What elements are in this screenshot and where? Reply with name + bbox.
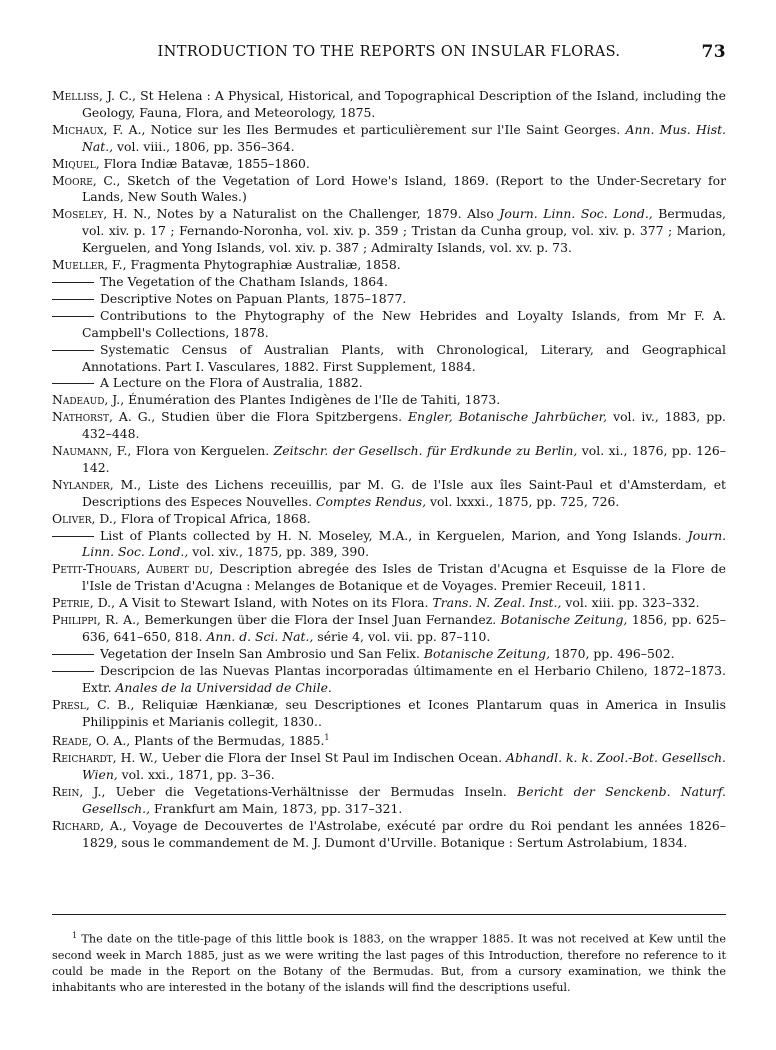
- bibliography-entry: [52, 730, 726, 750]
- bibliography-entry: [52, 818, 726, 852]
- entry-title: St Helena : A Physical, Historical, and Topographical Description of the Island, including the Geology, Fauna, Flora, and Meteorology, 1875.: [82, 88, 726, 120]
- bibliography-entry: [52, 88, 726, 122]
- ditto-dash: [52, 299, 94, 300]
- bibliography-entry: [52, 392, 726, 409]
- bibliography-entry: [52, 595, 726, 612]
- bibliography-entry: [52, 697, 726, 731]
- entry-author: Richard, A.,: [52, 818, 127, 834]
- bibliography-entry: [52, 173, 726, 207]
- entry-details: 1856, pp. 625–636, 641–650, 818.: [82, 612, 726, 644]
- entry-title: Ueber die Vegetations-Verhältnisse der Bermudas Inseln.: [105, 784, 507, 800]
- entry-title: Notice sur les Iles Bermudes et particulièrement sur l'Ile Saint Georges.: [145, 121, 621, 137]
- entry-title: Flora von Kerguelen.: [131, 443, 270, 459]
- entry-journal: Anales de la Universidad de Chile.: [111, 679, 332, 695]
- entry-title: Vegetation der Inseln San Ambrosio und San Felix.: [100, 645, 420, 661]
- entry-journal: Zeitschr. der Gesellsch. für Erdkunde zu Berlin,: [269, 443, 578, 459]
- entry-title: Énumération des Plantes Indigènes de l'Ile de Tahiti, 1873.: [124, 392, 501, 408]
- entry-details: série 4, vol. vii. pp. 87–110.: [313, 629, 491, 644]
- entry-title: Voyage de Decouvertes de l'Astrolabe, exécuté par ordre du Roi pendant les années 1826–1829, sous le commandement de M. J. Dumont d'Urville. Botanique : Sertum Astrolabium, 1834.: [82, 818, 726, 850]
- entry-details: vol. iv., 1883, pp. 432–448.: [82, 409, 726, 442]
- entry-author: Oliver, D.,: [52, 510, 117, 526]
- bibliography-entry: [52, 528, 726, 562]
- ditto-dash: [52, 350, 94, 351]
- footnote: [52, 928, 726, 996]
- entry-title: Flora Indiæ Batavæ, 1855–1860.: [99, 155, 310, 171]
- entry-author: Rein, J.,: [52, 784, 106, 800]
- bibliography-entry: [52, 122, 726, 156]
- entry-author: Moore, C.,: [52, 172, 121, 188]
- ditto-dash: [52, 536, 94, 537]
- footnote-marker: 1: [72, 931, 78, 940]
- running-header: [52, 44, 726, 66]
- entry-details: vol. xiii. pp. 323–332.: [561, 595, 700, 611]
- bibliography-entry: [52, 477, 726, 511]
- entry-title: Bemerkungen über die Flora der Insel Juan Fernandez.: [139, 612, 497, 628]
- entry-author: Nylander, M.,: [52, 476, 142, 492]
- bibliography-entry: [52, 750, 726, 784]
- bibliography-entry: [52, 612, 726, 646]
- bibliography-entry: [52, 206, 726, 257]
- entry-journal: Comptes Rendus,: [312, 493, 427, 509]
- entry-title: Fragmenta Phytographiæ Australiæ, 1858.: [126, 257, 401, 273]
- header-title: INTRODUCTION TO THE REPORTS ON INSULAR FLORAS.: [157, 44, 621, 60]
- entry-details: vol. lxxxi., 1875, pp. 725, 726.: [426, 493, 620, 509]
- bibliography-entry: [52, 375, 726, 392]
- entry-title: Descriptive Notes on Papuan Plants, 1875–1877.: [100, 290, 407, 306]
- footnote-divider: [52, 914, 726, 915]
- entry-title: Reliquiæ Hænkianæ, seu Descriptiones et Icones Plantarum quas in America in Insulis Philippinis et Marianis collegit, 1830..: [82, 696, 726, 729]
- bibliography-list: [52, 88, 726, 852]
- entry-journal: Ann. d. Sci. Nat.,: [202, 629, 314, 644]
- entry-author: Melliss, J. C.,: [52, 88, 136, 103]
- entry-details: 1870, pp. 496–502.: [550, 645, 675, 661]
- bibliography-entry: [52, 561, 726, 595]
- bibliography-entry: [52, 443, 726, 477]
- entry-details: Bermudas, vol. xiv. p. 17 ; Fernando-Noronha, vol. xiv. p. 359 ; Tristan da Cunha group, vol. xiv. p. 377 ; Marion, Kerguelen, and Yong Islands, vol. xiv. p. 387 ; Admiralty Islands, vol. xv. p. 73.: [82, 206, 726, 256]
- entry-journal: Ann. Mus. Hist. Nat.,: [82, 121, 726, 154]
- ditto-dash: [52, 654, 94, 655]
- entry-title: Studien über die Flora Spitzbergens.: [155, 409, 403, 425]
- bibliography-entry: [52, 663, 726, 697]
- entry-journal: Botanische Zeitung,: [496, 612, 628, 628]
- ditto-dash: [52, 671, 94, 672]
- bibliography-entry: [52, 308, 726, 342]
- entry-author: Moseley, H. N.,: [52, 206, 152, 222]
- entry-author: Nadeaud, J.,: [52, 392, 125, 408]
- entry-author: Naumann, F.,: [52, 443, 132, 459]
- bibliography-entry: [52, 646, 726, 663]
- entry-author: Petrie, D.,: [52, 595, 116, 611]
- entry-journal: Bericht der Senckenb. Naturf. Gesellsch.,: [82, 784, 726, 817]
- footnote-reference: 1: [324, 733, 330, 743]
- bibliography-entry: [52, 257, 726, 274]
- ditto-dash: [52, 316, 94, 317]
- entry-details: vol. xxi., 1871, pp. 3–36.: [117, 767, 275, 783]
- entry-journal: Journ. Linn. Soc. Lond.,: [493, 206, 653, 222]
- entry-title: List of Plants collected by H. N. Moseley, M.A., in Kerguelen, Marion, and Yong Islands.: [100, 527, 682, 543]
- entry-title: A Visit to Stewart Island, with Notes on its Flora.: [115, 595, 429, 611]
- entry-author: Mueller, F.,: [52, 257, 127, 273]
- entry-author: Reade, O. A.,: [52, 733, 131, 749]
- entry-title: Description abregée des Isles de Tristan d'Acugna et Esquisse de la Flore de l'Isle de Tristan d'Acugna : Melanges de Botanique et de Voyages. Premier Receuil, 1811.: [82, 561, 726, 594]
- entry-details: vol. viii., 1806, pp. 356–364.: [113, 138, 295, 154]
- entry-title: Plants of the Bermudas, 1885.: [130, 733, 325, 749]
- bibliography-entry: [52, 291, 726, 308]
- entry-details: vol. xi., 1876, pp. 126–142.: [82, 443, 726, 475]
- entry-author: Michaux, F. A.,: [52, 121, 146, 137]
- entry-title: Sketch of the Vegetation of Lord Howe's Island, 1869. (Report to the Under-Secretary for Lands, New South Wales.): [82, 172, 727, 205]
- bibliography-entry: [52, 156, 726, 173]
- entry-author: Miquel,: [52, 155, 100, 171]
- entry-title: Flora of Tropical Africa, 1868.: [116, 510, 311, 526]
- entry-title: Ueber die Flora der Insel St Paul im Indischen Ocean.: [157, 750, 503, 766]
- entry-journal: Journ. Linn. Soc. Lond.,: [82, 527, 727, 560]
- entry-title: The Vegetation of the Chatham Islands, 1864.: [100, 273, 388, 289]
- ditto-dash: [52, 383, 94, 384]
- entry-author: Philippi, R. A.,: [52, 612, 140, 628]
- entry-title: Contributions to the Phytography of the New Hebrides and Loyalty Islands, from Mr F. A. Campbell's Collections, 1878.: [82, 307, 726, 340]
- entry-title: Liste des Lichens receuillis, par M. G. de l'Isle aux îles Saint-Paul et d'Amsterdam, et Descriptions des Especes Nouvelles.: [82, 476, 727, 509]
- entry-title: Systematic Census of Australian Plants, with Chronological, Literary, and Geographical Annotations. Part I. Vasculares, 1882. First Supplement, 1884.: [82, 341, 726, 374]
- ditto-dash: [52, 282, 94, 283]
- bibliography-entry: [52, 511, 726, 528]
- bibliography-entry: [52, 274, 726, 291]
- entry-title: A Lecture on the Flora of Australia, 1882.: [100, 375, 363, 391]
- entry-journal: Trans. N. Zeal. Inst.,: [428, 595, 562, 611]
- entry-author: Petit-Thouars, Aubert du,: [52, 561, 214, 577]
- entry-journal: Botanische Zeitung,: [419, 645, 551, 661]
- bibliography-entry: [52, 784, 726, 818]
- entry-journal: Engler, Botanische Jahrbücher,: [402, 409, 608, 425]
- bibliography-entry: [52, 342, 726, 376]
- page-number: 73: [701, 42, 726, 62]
- footnote-text: The date on the title-page of this little book is 1883, on the wrapper 1885. It was not received at Kew until the second week in March 1885, just as we were writing the last pages of this Introduction, therefore no reference to it could be made in the Report on the Botany of the Bermudas. But, from a cursory examination, we think the inhabitants who are interested in the botany of the islands will find the descriptions useful.: [52, 932, 726, 995]
- entry-journal: Abhandl. k. k. Zool.-Bot. Gesellsch. Wien,: [82, 750, 726, 783]
- entry-author: Presl, C. B.,: [52, 696, 135, 712]
- entry-details: Frankfurt am Main, 1873, pp. 317–321.: [150, 801, 403, 817]
- entry-title: Descripcion de las Nuevas Plantas incorporadas últimamente en el Herbario Chileno, 1872–1873. Extr.: [82, 662, 726, 695]
- entry-author: Reichardt, H. W.,: [52, 750, 158, 766]
- entry-title: Notes by a Naturalist on the Challenger, 1879. Also: [151, 206, 494, 222]
- entry-details: vol. xiv., 1875, pp. 389, 390.: [188, 544, 370, 560]
- bibliography-entry: [52, 409, 726, 443]
- entry-author: Nathorst, A. G.,: [52, 409, 156, 425]
